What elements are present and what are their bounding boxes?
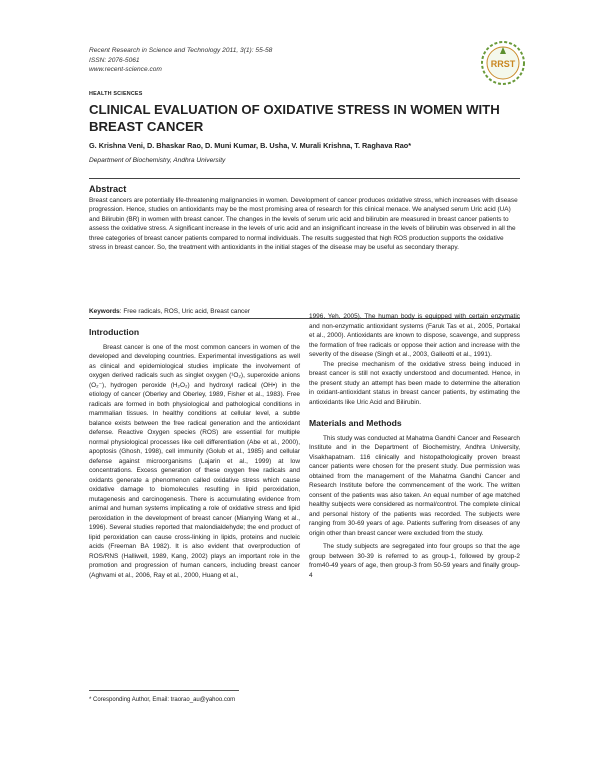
journal-citation: Recent Research in Science and Technology 2011, 3(1): 55-58	[89, 47, 273, 54]
introduction-paragraph: Breast cancer is one of the most common cancers in women of the developed and developing countries. Experimental investigations as well as clinical and epidemiological studies implicate the involvement of oxygen derived radicals such as singlet oxygen (¹O₂), superoxide anions (O₂⁻), hydrogen peroxide (H₂O₂) and hydroxyl radical (OH•) in the etiology of cancer (Oberley and Oberley, 1989, Fisher et al., 1983). Free radicals are formed in both physiological and pathological conditions in mammalian tissues. In healthy conditions at cellular level, a subtle balance exists between the free radical generation and the antioxidant defense. Reactive Oxygen species (ROS) are essential for multiple normal physiological processes like cell differentiation (Abe et al., 2000), apoptosis (Ghosh, 1998), cell immunity (Golub et al., 1985) and cellular defense against microorganisms (Lajarin et al., 1999) at low concentrations. Excess generation of these oxygen free radicals and oxidants generate a phenomenon called oxidative stress which cause oxidative damage to biomolecules resulting in lipid peroxidation, mutagenesis and carcinogenesis. There is accumulating evidence from animal and human systems implicating a role of oxidative stress and lipid peroxidation in the development of breast cancer (Mianying Wang et al., 1996). Several studies reported that malondialdehyde; the end product of lipid peroxidation can cause cross-linking in lipids, proteins and nucleic acids (Freeman BA 1982). It is also evident that overproduction of ROS/RNS (Halliwell, 1989, Kang, 2002) plays an important role in the promotion and progression of human cancers, including breast cancer (Aghvami et al., 2006, Ray et al., 2000, Huang et al.,	[89, 343, 300, 579]
journal-header	[89, 46, 272, 75]
methods-paragraph: This study was conducted at Mahatma Gandhi Cancer and Research Institute and in the Department of Biochemistry, Andhra University, Visakhapatnam. 116 clinically and histopathologically proven breast cancer patients were chosen for the present study. Due permission was obtained from the management of the Mahatma Gandhi Cancer and Research Institute before the commencement of the work. The written consent of the patients was also taken. An equal number of age matched healthy subjects were considered as normal/control. The complete clinical and personal history of the patients was recorded. The subjects were ranging from 30-69 years of age. Patients suffering from diseases of any origin other than breast cancer were excluded from the study.	[309, 434, 520, 537]
journal-issn: ISSN: 2076-5061	[89, 56, 140, 64]
journal-website: www.recent-science.com	[89, 66, 162, 73]
methods-heading: Materials and Methods	[309, 418, 402, 428]
top-rule	[89, 178, 520, 179]
abstract-heading: Abstract	[89, 184, 127, 194]
introduction-heading: Introduction	[89, 327, 140, 337]
introduction-paragraph-aim: The precise mechanism of the oxidative stress being induced in breast cancer is still not exactly understood and documented. Hence, in the present study an attempt has been made to determine the alteration in oxidant-antioxidant status in breast cancer patients, by estimating the antioxidants like Uric Acid and Bilirubin.	[309, 360, 520, 406]
methods-paragraph-groups: The study subjects are segregated into four groups so that the age group between 30-39 is referred to as group-1, followed by group-2 from40-49 years of age, then group-3 from 50-59 years and finally group-4	[309, 543, 520, 579]
logo-text: RRST	[490, 59, 516, 69]
abstract-text: Breast cancers are potentially life-threatening malignancies in women. Development of cancer produces oxidative stress, which increases with disease progression. Hence, studies on antioxidants may be the most promising area of research for this clinical menace. We analysed serum Uric acid (UA) and Bilirubin (BR) in women with breast cancer. The changes in the levels of serum uric acid and bilirubin are measured in breast cancer patients to assess the oxidative stress. A significant increase in the levels of uric acid and an insignificant increase in the levels of bilirubin was observed in all the three categories of breast cancer patients compared to normal individuals. The results suggested that high ROS production supports the oxidative stress in breast cancer. So, the treatment with antioxidants in the initial stages of the disease may be useful as secondary therapy.	[89, 197, 518, 252]
affiliation: Department of Biochemistry, Andhra University	[89, 157, 226, 164]
paper-title: CLINICAL EVALUATION OF OXIDATIVE STRESS IN WOMEN WITH BREAST CANCER	[89, 102, 500, 134]
keywords	[89, 308, 250, 315]
journal-logo	[480, 40, 526, 86]
corresponding-author-footnote: * Coresponding Author, Email: traorao_au@yahoo.com	[89, 697, 236, 703]
footnote-rule	[89, 690, 239, 691]
section-tag: HEALTH SCIENCES	[89, 91, 143, 97]
right-column	[309, 312, 520, 580]
left-column	[89, 328, 300, 580]
introduction-paragraph-cont: 1996, Yeh, 2005). The human body is equipped with certain enzymatic and non-enzymatic antioxidant systems (Faruk Tas et al., 2005, Portakal et al., 2000). Antioxidants are known to dispose, scavenge, and suppress the formation of free radicals or oppose their action and increase with the severity of the disease (Singh et al., 2003, Galleotti et al., 1991).	[309, 313, 520, 358]
keywords-label: Keywords	[89, 308, 120, 315]
keywords-text: : Free radicals, ROS, Uric acid, Breast cancer	[119, 308, 251, 315]
author-list: G. Krishna Veni, D. Bhaskar Rao, D. Muni Kumar, B. Usha, V. Murali Krishna, T. Raghava Rao*	[89, 141, 412, 150]
